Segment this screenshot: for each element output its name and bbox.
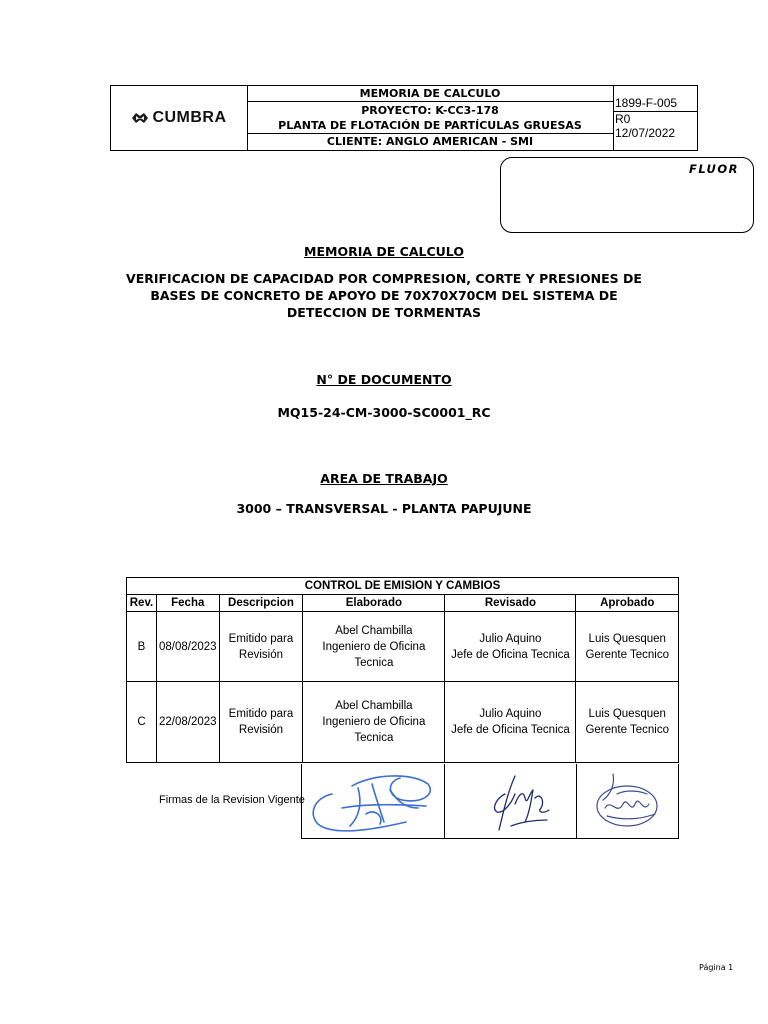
logo-text: CUMBRA bbox=[152, 109, 227, 126]
fluor-label: FLUOR bbox=[688, 162, 739, 176]
desc-line-1: Emitido para bbox=[228, 708, 294, 720]
col-approved: Aprobado bbox=[576, 595, 679, 612]
doc-subject bbox=[0, 270, 768, 321]
row-approved bbox=[576, 612, 679, 682]
signature-prepared bbox=[302, 764, 445, 838]
header-project-code: PROYECTO: K-CC3-178 bbox=[361, 104, 499, 117]
header-plant: PLANTA DE FLOTACIÓN DE PARTÍCULAS GRUESAS bbox=[278, 119, 582, 132]
prepared-name: Abel Chambilla bbox=[335, 624, 413, 637]
work-area-label: AREA DE TRABAJO bbox=[320, 471, 448, 486]
reviewed-name: Julio Aquino bbox=[479, 708, 542, 720]
prepared-role: Ingeniero de Oficina Tecnica bbox=[322, 640, 426, 669]
approved-role: Gerente Tecnico bbox=[585, 724, 670, 736]
signature-reviewed-image bbox=[445, 764, 576, 838]
header-revision: R0 bbox=[615, 112, 631, 126]
fluor-box bbox=[500, 157, 754, 233]
row-prepared bbox=[303, 612, 445, 682]
form-code: 1899-F-005 bbox=[615, 96, 678, 110]
header-form-code bbox=[613, 86, 697, 112]
signature-reviewed bbox=[445, 764, 577, 838]
document-header bbox=[110, 85, 698, 151]
signature-approved-image bbox=[577, 764, 677, 838]
signatures-row bbox=[301, 764, 679, 839]
reviewed-role: Jefe de Oficina Tecnica bbox=[451, 724, 570, 736]
signature-prepared-image bbox=[302, 764, 444, 838]
header-client: CLIENTE: ANGLO AMERICAN - SMI bbox=[326, 135, 534, 148]
col-rev: Rev. bbox=[127, 595, 157, 612]
header-project bbox=[247, 102, 613, 134]
row-date: 08/08/2023 bbox=[156, 612, 219, 682]
header-meta-cell bbox=[613, 86, 697, 150]
table-row bbox=[127, 612, 679, 682]
header-date: 12/07/2022 bbox=[615, 126, 676, 140]
col-reviewed: Revisado bbox=[445, 595, 576, 612]
reviewed-role: Jefe de Oficina Tecnica bbox=[451, 648, 570, 661]
row-rev: B bbox=[127, 612, 157, 682]
logo-cell bbox=[111, 86, 248, 150]
cumbra-mark-icon bbox=[131, 111, 149, 125]
doc-title: MEMORIA DE CALCULO bbox=[304, 244, 464, 259]
approved-role: Gerente Tecnico bbox=[585, 648, 670, 661]
header-title: MEMORIA DE CALCULO bbox=[247, 86, 613, 102]
row-description bbox=[219, 612, 303, 682]
approved-name: Luis Quesquen bbox=[588, 708, 666, 720]
header-title-cell bbox=[247, 86, 614, 150]
work-area: 3000 – TRANSVERSAL - PLANTA PAPUJUNE bbox=[236, 501, 532, 516]
row-rev: C bbox=[127, 682, 157, 763]
row-reviewed bbox=[445, 682, 576, 763]
col-date: Fecha bbox=[156, 595, 219, 612]
desc-line-2: Revisión bbox=[238, 648, 283, 661]
subject-line-3: DETECCION DE TORMENTAS bbox=[286, 305, 482, 320]
cumbra-logo bbox=[131, 109, 226, 127]
document-number-label: N° DE DOCUMENTO bbox=[316, 372, 452, 387]
row-reviewed bbox=[445, 612, 576, 682]
subject-line-1: VERIFICACION DE CAPACIDAD POR COMPRESION, CORTE Y PRESIONES DE bbox=[126, 271, 642, 286]
col-description: Descripcion bbox=[219, 595, 303, 612]
page-number: Página 1 bbox=[699, 963, 734, 972]
signature-approved bbox=[577, 764, 678, 838]
row-approved bbox=[576, 682, 679, 763]
desc-line-2: Revisión bbox=[238, 724, 283, 736]
control-table-caption: CONTROL DE EMISION Y CAMBIOS bbox=[127, 578, 679, 595]
reviewed-name: Julio Aquino bbox=[479, 632, 542, 645]
document-number: MQ15-24-CM-3000-SC0001_RC bbox=[277, 405, 491, 420]
col-prepared: Elaborado bbox=[303, 595, 445, 612]
subject-line-2: BASES DE CONCRETO DE APOYO DE 70X70X70CM DEL SISTEMA DE bbox=[150, 288, 618, 303]
control-table bbox=[126, 577, 679, 763]
table-row bbox=[127, 682, 679, 763]
prepared-role: Ingeniero de Oficina Tecnica bbox=[322, 716, 426, 744]
prepared-name: Abel Chambilla bbox=[335, 700, 413, 712]
row-date: 22/08/2023 bbox=[156, 682, 219, 763]
row-description bbox=[219, 682, 303, 763]
approved-name: Luis Quesquen bbox=[588, 632, 666, 645]
row-prepared bbox=[303, 682, 445, 763]
desc-line-1: Emitido para bbox=[228, 632, 294, 645]
signatures-label: Firmas de la Revision Vigente bbox=[159, 794, 305, 806]
